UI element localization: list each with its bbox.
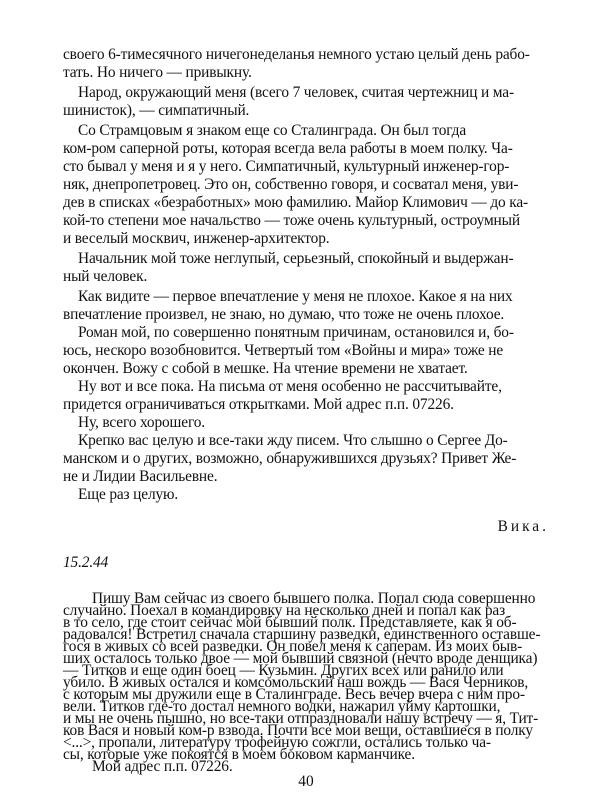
text-line: Как видите — первое впечатление у меня не плохое. Какое я на них xyxy=(78,288,513,305)
text-line: Со Страмцовым я знаком еще со Сталинграда. Он был тогда xyxy=(78,122,467,139)
text-line: Ну вот и все пока. На письма от меня особенно не рассчитывайте, xyxy=(78,378,502,395)
text-line: вели. Титков где-то достал немного водки, нажарил уйму картошки, xyxy=(63,697,501,715)
text-line: ших осталось только двое — мой бывший связной (нечто вроде денщика) xyxy=(63,649,538,667)
text-line: убило. В живых остался и комсомольский наш вождь — Вася Черников, xyxy=(63,673,529,691)
text-line: <...>, пропали, литературу трофейную сожгли, остались только ча- xyxy=(63,733,491,751)
text-line: тать. Но ничего — привыкну. xyxy=(63,64,252,81)
text-line: няк, днепропетровец. Это он, собственно говоря, и сосватал меня, уви- xyxy=(63,176,519,193)
text-line: манском и о других, возможно, обнаружившихся друзьях? Привет Же- xyxy=(63,450,517,467)
text-line: сто бывал у меня и я у него. Симпатичный, культурный инженер-гор- xyxy=(63,158,510,175)
text-line: придется ограничиваться открытками. Мой адрес п.п. 07226. xyxy=(63,396,454,413)
text-line: дев в списках «безработных» мою фамилию. Майор Климович — до ка- xyxy=(63,194,529,211)
text-line: не и Лидии Васильевне. xyxy=(63,468,218,485)
text-line: шинисток), — симпатичный. xyxy=(63,102,250,119)
text-line: сы, которые уже покоятся в моем боковом карманчике. xyxy=(63,745,415,763)
text-line: юсь, нескоро возобновится. Четвертый том «Войны и мира» тоже не xyxy=(63,342,504,359)
text-line: Мой адрес п.п. 07226. xyxy=(92,757,233,775)
text-line: ков Вася и новый ком-р взвода. Почти все мои вещи, оставшиеся в полку xyxy=(63,721,533,739)
text-line: ный человек. xyxy=(63,268,148,285)
text-line: Крепко вас целую и все-таки жду писем. Что слышно о Сергее До- xyxy=(78,432,508,449)
text-line: с которым мы дружили еще в Сталинграде. Весь вечер вчера с ним про- xyxy=(63,685,525,703)
text-line: Начальник мой тоже неглупый, серьезный, спокойный и выдержан- xyxy=(78,250,514,267)
text-line: и мы не очень пышно, но все-таки отпраздновали нашу встречу — я, Тит- xyxy=(63,709,539,727)
text-line: Роман мой, по совершенно понятным причинам, остановился и, бо- xyxy=(78,324,514,341)
text-line: Еще раз целую. xyxy=(78,486,179,503)
page-number: 40 xyxy=(298,773,314,790)
text-line: гося в живых со всей разведки. Он повел меня к саперам. Из моих быв- xyxy=(63,637,523,655)
text-line: Народ, окружающий меня (всего 7 человек, считая чертежниц и ма- xyxy=(78,84,514,101)
signature: Вика. xyxy=(497,518,549,535)
text-line: случайно. Поехал в командировку на несколько дней и попал как раз xyxy=(63,601,506,619)
text-line: Пишу Вам сейчас из своего бывшего полка. Попал сюда совершенно xyxy=(92,590,536,607)
text-line: своего 6-тимесячного ничегонеделанья немного устаю целый день рабо- xyxy=(63,46,530,63)
text-line: кой-то степени мое начальство — тоже очень культурный, остроумный xyxy=(63,212,520,229)
text-line: ком-ром саперной роты, которая всегда вела работы в моем полку. Ча- xyxy=(63,140,513,157)
text-line: впечатление произвел, не знаю, но думаю, что тоже не очень плохое. xyxy=(63,306,505,323)
text-line: — Титков и еще один боец — Кузьмин. Других всех или ранило или xyxy=(63,661,504,679)
letter-date: 15.2.44 xyxy=(63,554,109,571)
text-line: и веселый москвич, инженер-архитектор. xyxy=(63,230,330,247)
text-line: Ну, всего хорошего. xyxy=(78,414,205,431)
text-line: радовался! Встретил сначала старшину разведки, единственного оставше- xyxy=(63,625,541,643)
text-line: окончен. Вожу с собой в мешке. На чтение времени не хватает. xyxy=(63,360,468,377)
text-line: в то село, где стоит сейчас мой бывший полк. Представляете, как я об- xyxy=(63,613,517,631)
